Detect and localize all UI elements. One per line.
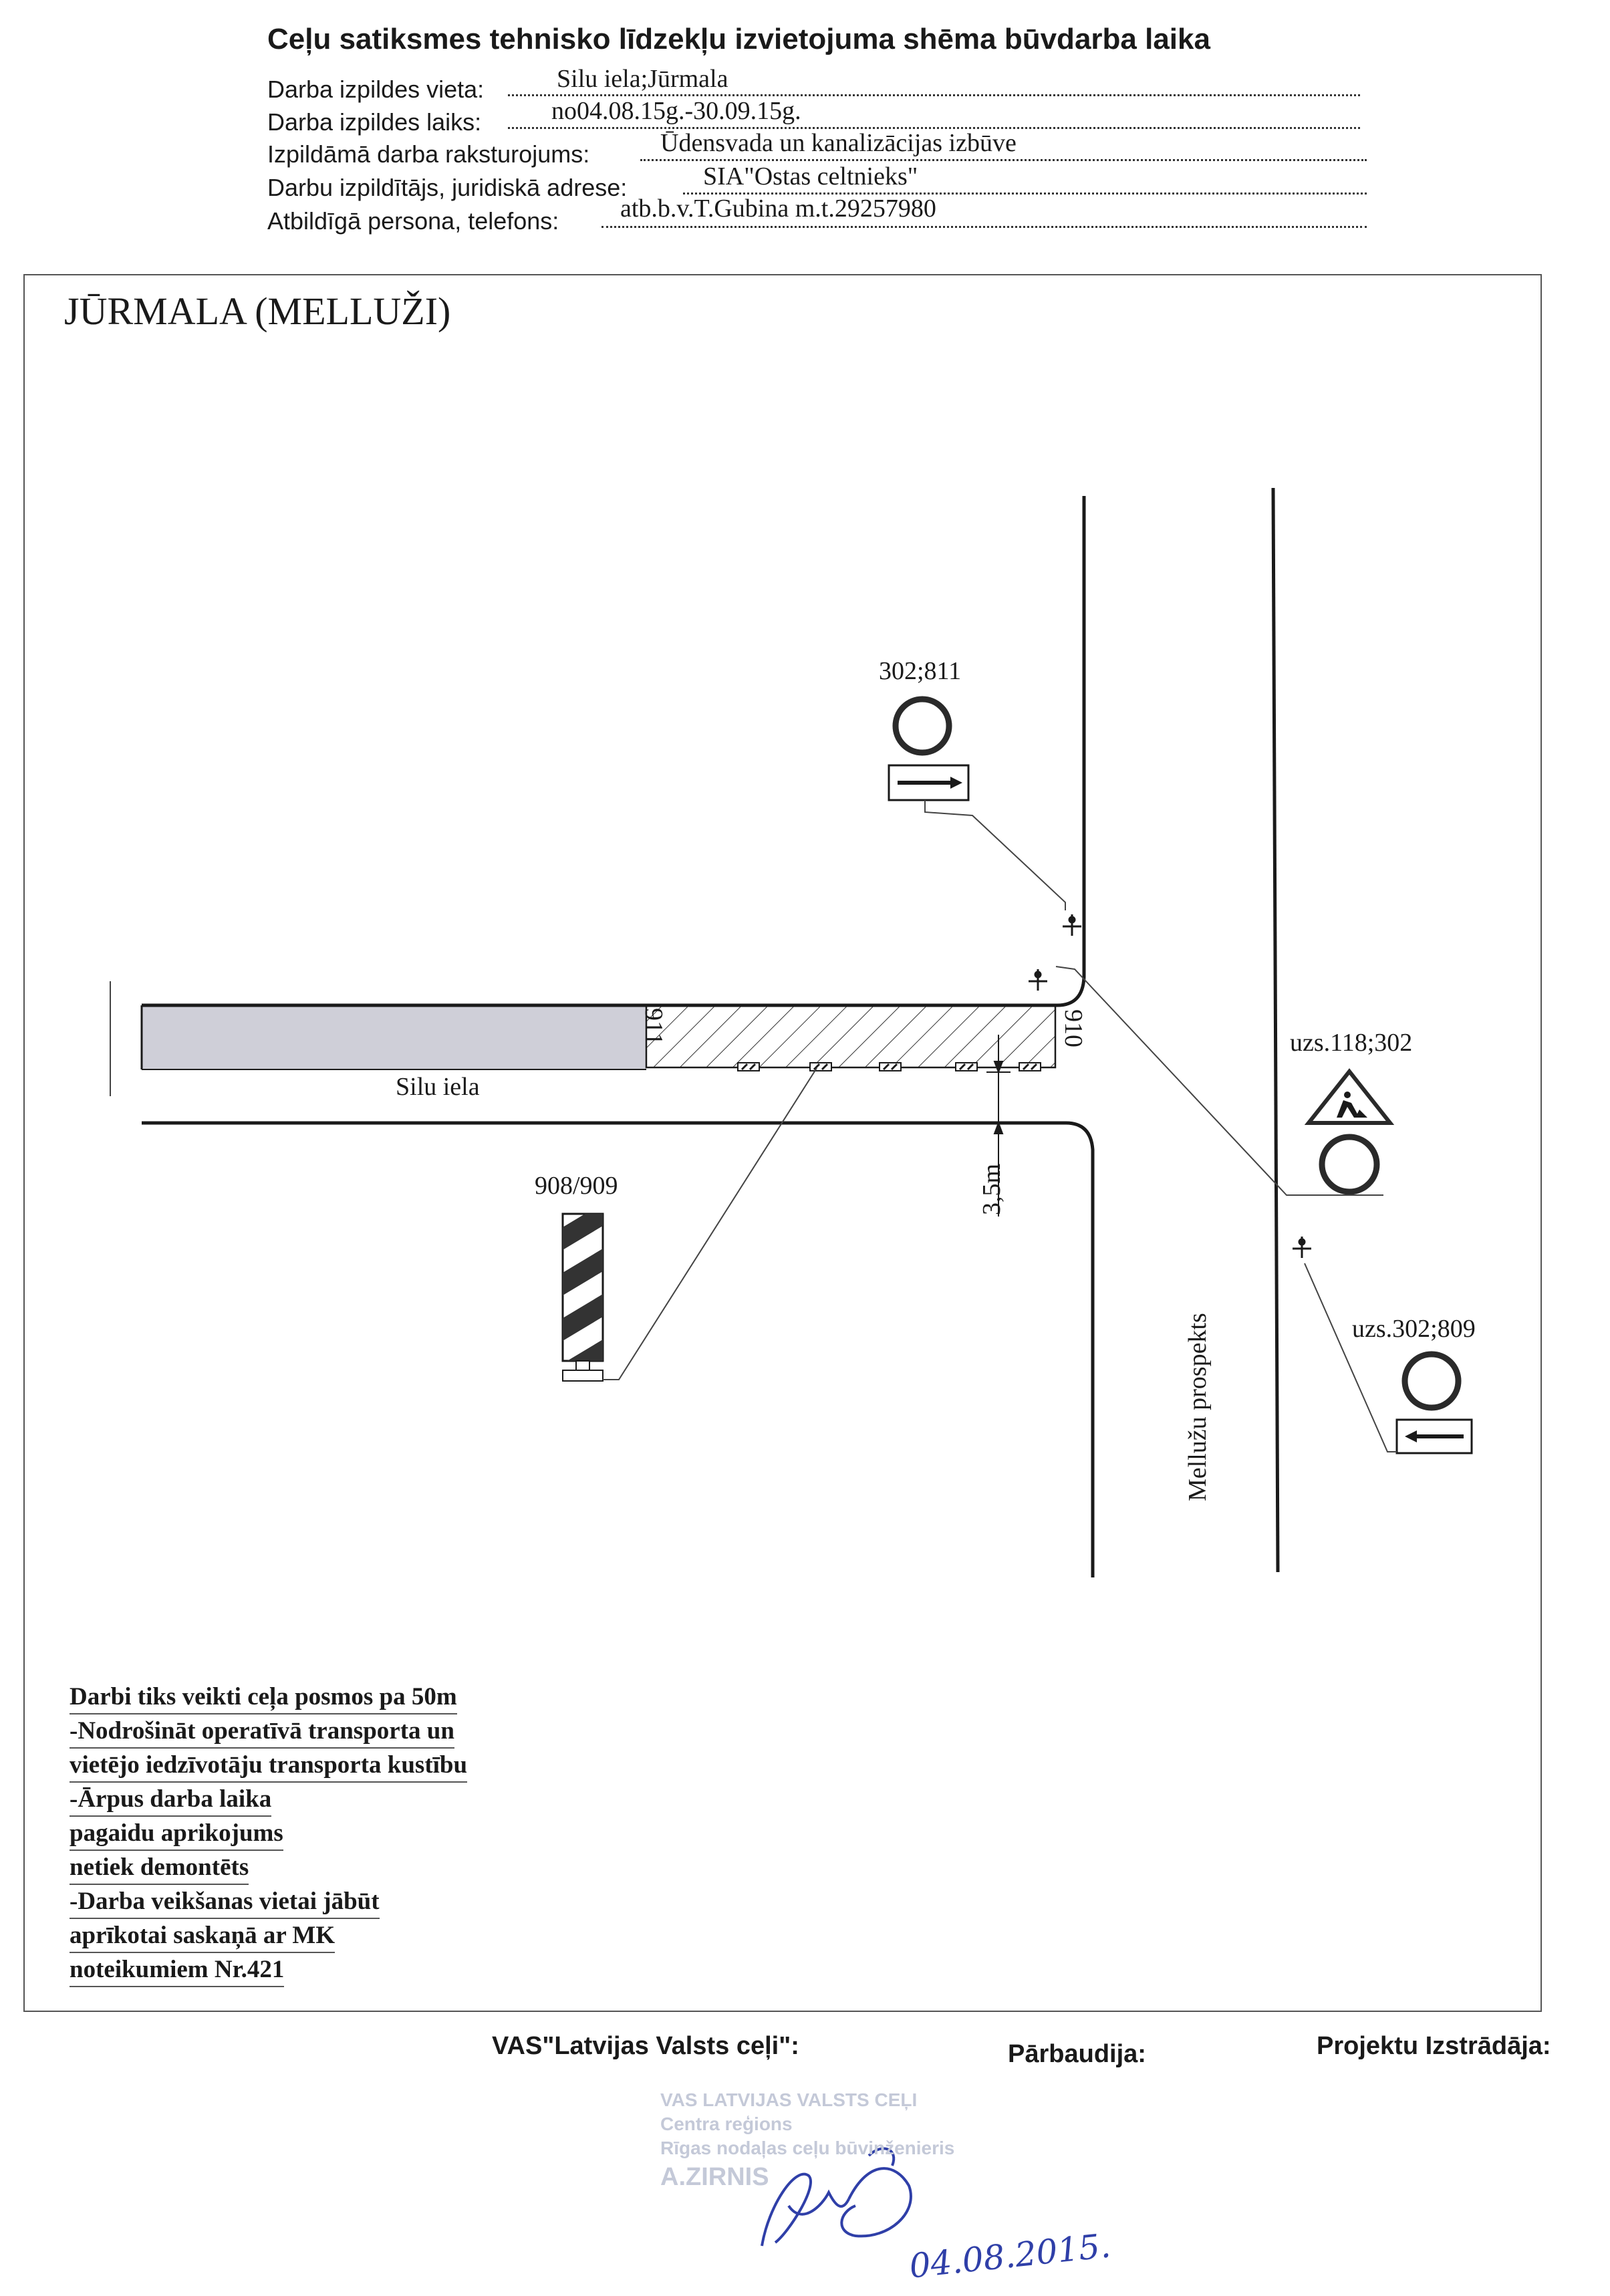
sign-code-top: 302;811 xyxy=(879,657,962,685)
label-910: 910 xyxy=(1059,1009,1087,1047)
barrier-code: 908/909 xyxy=(535,1172,618,1200)
note-line: pagaidu aprikojums xyxy=(70,1817,283,1851)
leader-barrier xyxy=(603,1068,817,1380)
field-label-contractor: Darbu izpildītājs, juridiskā adrese: xyxy=(267,174,628,201)
field-label-location: Darba izpildes vieta: xyxy=(267,76,485,103)
note-line: -Nodrošināt operatīvā transporta un xyxy=(70,1714,454,1749)
footer-lvc-label: VAS"Latvijas Valsts ceļi": xyxy=(492,2032,799,2060)
field-value-responsible: atb.b.v.T.Gubina m.t.29257980 xyxy=(620,195,936,223)
barrier-base xyxy=(563,1370,603,1381)
sign-302-right-circle xyxy=(1322,1137,1377,1192)
mellužu-east-edge xyxy=(1273,488,1278,1572)
leader-sign-low xyxy=(1305,1263,1397,1452)
stamp-line-2: Centra reģions xyxy=(660,2114,793,2134)
silu-north-edge xyxy=(142,496,1084,1005)
street-silu-iela: Silu iela xyxy=(396,1073,480,1101)
stamp-line-1: VAS LATVIJAS VALSTS CEĻI xyxy=(660,2089,918,2110)
note-line: aprīkotai saskaņā ar MK xyxy=(70,1919,335,1953)
footer-checked-label: Pārbaudija: xyxy=(1008,2040,1146,2068)
notes-block xyxy=(70,1680,467,1987)
sign-302-top-circle xyxy=(896,699,949,753)
stamp-line-3: Rīgas nodaļas ceļu būvinženieris xyxy=(660,2138,955,2158)
stamp-line-4: A.ZIRNIS xyxy=(660,2163,769,2191)
field-value-period: no04.08.15g.-30.09.15g. xyxy=(551,97,801,125)
closed-road-section xyxy=(142,1005,646,1069)
field-label-period: Darba izpildes laiks: xyxy=(267,108,482,136)
sign-code-right-mid: uzs.118;302 xyxy=(1290,1029,1413,1057)
note-line: Darbi tiks veikti ceļa posmos pa 50m xyxy=(70,1680,457,1714)
document-title: Ceļu satiksmes tehnisko līdzekļu izvietojuma shēma būvdarba laika xyxy=(267,23,1210,55)
footer-designed-label: Projektu Izstrādāja: xyxy=(1317,2032,1551,2060)
sign-code-right-low: uzs.302;809 xyxy=(1352,1315,1476,1343)
work-zone-hatched xyxy=(646,1005,1055,1067)
field-value-contractor: SIA"Ostas celtnieks" xyxy=(703,162,918,190)
signature-date: 04.08.2015. xyxy=(907,2226,1113,2286)
sign-302-low-circle xyxy=(1405,1354,1458,1408)
field-value-location: Silu iela;Jūrmala xyxy=(557,65,728,93)
leader-sign-right xyxy=(1056,967,1383,1195)
lane-width-label: 3,5m xyxy=(978,1163,1006,1215)
field-value-work-type: Ūdensvada un kanalizācijas izbūve xyxy=(660,129,1017,157)
place-title: JŪRMALA (MELLUŽI) xyxy=(64,289,451,333)
leader-sign-top xyxy=(925,800,1065,910)
label-911: 911 xyxy=(640,1008,668,1045)
note-line: netiek demontēts xyxy=(70,1851,249,1885)
barrier-post xyxy=(576,1361,589,1370)
field-label-work-type: Izpildāmā darba raksturojums: xyxy=(267,140,590,168)
note-line: -Ārpus darba laika xyxy=(70,1783,271,1817)
note-line: noteikumiem Nr.421 xyxy=(70,1953,284,1987)
street-mellužu-prospekts: Mellužu prospekts xyxy=(1184,1313,1212,1501)
field-label-responsible: Atbildīgā persona, telefons: xyxy=(267,207,559,235)
note-line: vietējo iedzīvotāju transporta kustību xyxy=(70,1749,467,1783)
note-line: -Darba veikšanas vietai jābūt xyxy=(70,1885,380,1919)
sign-post-marks xyxy=(1029,914,1311,1258)
